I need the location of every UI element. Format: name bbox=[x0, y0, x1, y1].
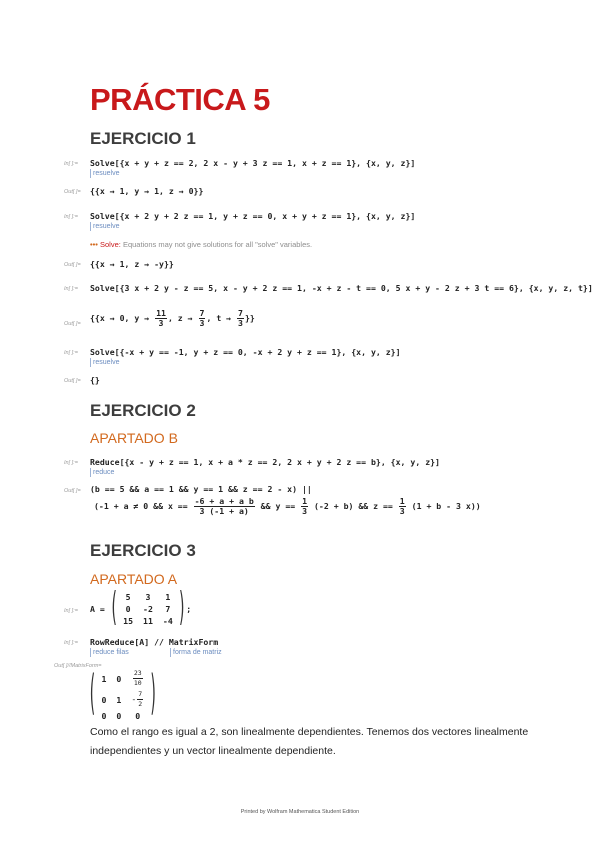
page-footer: Printed by Wolfram Mathematica Student Edition bbox=[240, 809, 360, 815]
fraction: $\frac{23}{10}$ bbox=[133, 669, 142, 687]
left-paren: ( bbox=[109, 586, 119, 632]
message-text: Equations may not give solutions for all "solve" variables. bbox=[122, 240, 313, 249]
right-paren: ) bbox=[149, 667, 158, 723]
output-text: (-1 + a ≠ 0 && x == bbox=[94, 501, 193, 511]
rowreduce-output bbox=[88, 668, 158, 722]
matrix-definition-input[interactable] bbox=[90, 586, 192, 632]
solve-input-1[interactable]: Solve[{x + y + z == 2, 2 x - y + 3 z == 1, x + z == 1}, {x, y, z}] bbox=[90, 158, 416, 168]
matrix-a: 5 3 1 0 -2 7 15 11 -4 bbox=[123, 592, 173, 626]
output-text: }} bbox=[244, 313, 255, 323]
output-text: {{x → 0, y → bbox=[90, 313, 155, 323]
fraction: $\frac{7}{3}$ bbox=[199, 308, 205, 328]
in-label: In[ ]:= bbox=[64, 460, 78, 466]
reduce-output-line-1: (b == 5 && a == 1 && y == 1 && z == 2 - x) || bbox=[90, 484, 312, 494]
matrix-assign: A = bbox=[90, 604, 105, 614]
hint-forma-de-matriz[interactable]: forma de matriz bbox=[170, 648, 222, 657]
message-dots: ••• bbox=[90, 240, 98, 249]
output-text: , t → bbox=[206, 313, 237, 323]
output-text: && y == bbox=[255, 501, 301, 511]
in-label: In[ ]:= bbox=[64, 608, 78, 614]
exercise-2-heading: EJERCICIO 2 bbox=[90, 401, 196, 420]
rowreduce-input[interactable]: RowReduce[A] // MatrixForm bbox=[90, 637, 219, 647]
conclusion-paragraph: Como el rango es igual a 2, son linealmente dependientes. Tenemos dos vectores linealmente independientes y un vector linealmente dependiente. bbox=[90, 726, 529, 757]
solve-input-3[interactable]: Solve[{3 x + 2 y - z == 5, x - y + 2 z == 1, -x + z - t == 0, 5 x + y - 2 z + 3 t == 6}, {x, y, z, t}] bbox=[90, 283, 593, 293]
page-title: PRÁCTICA 5 bbox=[90, 82, 270, 117]
in-label: In[ ]:= bbox=[64, 161, 78, 167]
apartado-b-heading: APARTADO B bbox=[90, 430, 178, 446]
solve-output-3 bbox=[90, 309, 255, 328]
fraction: $\frac{1}{3}$ bbox=[399, 496, 405, 516]
exercise-3-heading: EJERCICIO 3 bbox=[90, 541, 196, 560]
right-paren: ) bbox=[177, 586, 187, 632]
output-text: , z → bbox=[167, 313, 198, 323]
result-matrix: 1 0 $\frac{23}{10}$ 0 1 - $\frac{7}{2}$ 0 0 0 bbox=[101, 669, 143, 721]
out-label: Out[ ]= bbox=[64, 321, 81, 327]
out-label: Out[ ]= bbox=[64, 189, 81, 195]
in-label: In[ ]:= bbox=[64, 640, 78, 646]
fraction: $\frac{11}{3}$ bbox=[156, 308, 166, 328]
out-label: Out[ ]= bbox=[64, 262, 81, 268]
solve-input-4[interactable]: Solve[{-x + y == -1, y + z == 0, -x + 2 y + z == 1}, {x, y, z}] bbox=[90, 347, 401, 357]
solve-output-4: {} bbox=[90, 375, 100, 385]
fraction: $\frac{1}{3}$ bbox=[302, 496, 308, 516]
in-label: In[ ]:= bbox=[64, 350, 78, 356]
reduce-output-line-2 bbox=[94, 497, 481, 516]
reduce-input[interactable]: Reduce[{x - y + z == 1, x + a * z == 2, 2 x + y + 2 z == b}, {x, y, z}] bbox=[90, 457, 440, 467]
fraction: $\frac{\text{-6 + a + a b}}{3 (-1 + a)}$ bbox=[194, 496, 254, 516]
output-text: (1 + b - 3 x)) bbox=[406, 501, 481, 511]
out-label: Out[ ]= bbox=[64, 488, 81, 494]
hint-resuelve[interactable]: resuelve bbox=[90, 358, 119, 367]
semicolon: ; bbox=[186, 604, 192, 614]
solve-output-1: {{x → 1, y → 1, z → 0}} bbox=[90, 186, 204, 196]
hint-resuelve[interactable]: resuelve bbox=[90, 222, 119, 231]
apartado-a-heading: APARTADO A bbox=[90, 571, 178, 587]
message-tag: Solve: bbox=[99, 240, 121, 249]
in-label: In[ ]:= bbox=[64, 214, 78, 220]
out-label-matrixform: Out[ ]//MatrixForm= bbox=[54, 663, 102, 669]
hint-reduce-filas[interactable]: reduce filas bbox=[90, 648, 129, 657]
in-label: In[ ]:= bbox=[64, 286, 78, 292]
output-text: (-2 + b) && z == bbox=[309, 501, 398, 511]
fraction: $\frac{7}{3}$ bbox=[238, 308, 243, 328]
hint-reduce[interactable]: reduce bbox=[90, 468, 114, 477]
fraction: $\frac{7}{2}$ bbox=[138, 690, 143, 708]
out-label: Out[ ]= bbox=[64, 378, 81, 384]
exercise-1-heading: EJERCICIO 1 bbox=[90, 129, 196, 148]
left-paren: ( bbox=[88, 667, 97, 723]
solve-output-2: {{x → 1, z → -y}} bbox=[90, 259, 174, 269]
solve-warning-message bbox=[90, 240, 312, 249]
solve-input-2[interactable]: Solve[{x + 2 y + 2 z == 1, y + z == 0, x + y + z == 1}, {x, y, z}] bbox=[90, 211, 416, 221]
hint-resuelve[interactable]: resuelve bbox=[90, 169, 119, 178]
